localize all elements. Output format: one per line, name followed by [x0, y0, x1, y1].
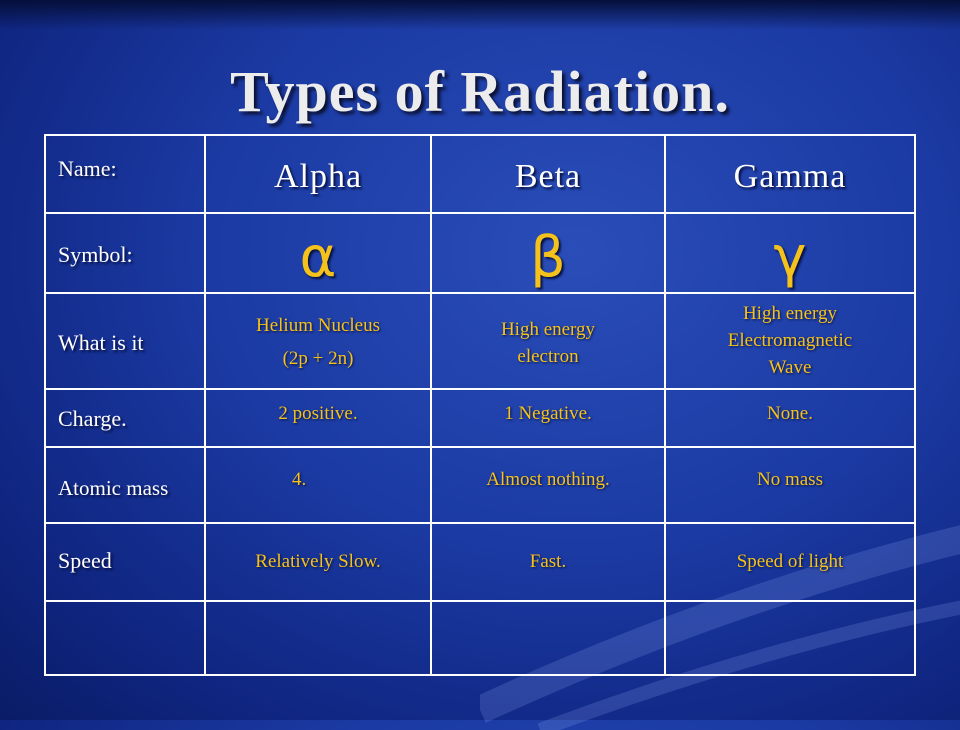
- page-title: Types of Radiation.: [230, 59, 730, 124]
- column-header-beta: Beta: [514, 158, 582, 195]
- top-shadow-band: [0, 0, 960, 30]
- row-label-charge: Charge.: [58, 406, 127, 431]
- speed-beta: Fast.: [529, 551, 567, 572]
- table-row-mass: [45, 447, 915, 523]
- charge-beta: 1 Negative.: [504, 403, 592, 424]
- speed-alpha: Relatively Slow.: [255, 551, 381, 572]
- speed-gamma: Speed of light: [736, 551, 844, 572]
- row-label-name: Name:: [58, 156, 117, 181]
- row-label-symbol: Symbol:: [58, 242, 133, 267]
- row-label-what: What is it: [58, 330, 144, 355]
- table-row-symbol: [45, 213, 915, 293]
- symbol-alpha: α: [299, 225, 337, 290]
- what-beta-line1: High energy: [500, 319, 596, 340]
- table-row-empty: [45, 601, 915, 675]
- empty-cell: [45, 601, 205, 675]
- table-row-speed: [45, 523, 915, 601]
- column-header-alpha: Alpha: [273, 158, 363, 195]
- mass-alpha: 4.: [292, 469, 307, 490]
- table-row-name: [45, 135, 915, 213]
- empty-cell: [205, 601, 431, 675]
- column-header-gamma: Gamma: [733, 158, 847, 195]
- symbol-beta: β: [530, 225, 566, 290]
- empty-cell: [665, 601, 915, 675]
- table-row-what: [45, 293, 915, 389]
- table-row-charge: [45, 389, 915, 447]
- empty-cell: [431, 601, 665, 675]
- what-gamma-line2: Electromagnetic: [727, 330, 853, 351]
- charge-alpha: 2 positive.: [278, 403, 358, 424]
- what-gamma-line3: Wave: [768, 357, 812, 378]
- mass-beta: Almost nothing.: [486, 469, 610, 490]
- row-label-speed: Speed: [58, 548, 112, 573]
- what-beta-line2: electron: [517, 346, 579, 367]
- what-alpha-line1: Helium Nucleus: [255, 315, 380, 336]
- charge-gamma: None.: [767, 403, 813, 424]
- what-alpha-line2: (2p + 2n): [282, 348, 354, 369]
- mass-gamma: No mass: [757, 469, 823, 490]
- row-label-atomic-mass: Atomic mass: [58, 476, 169, 500]
- what-gamma-line1: High energy: [742, 303, 838, 324]
- symbol-gamma: γ: [773, 225, 807, 290]
- radiation-table: [44, 134, 916, 676]
